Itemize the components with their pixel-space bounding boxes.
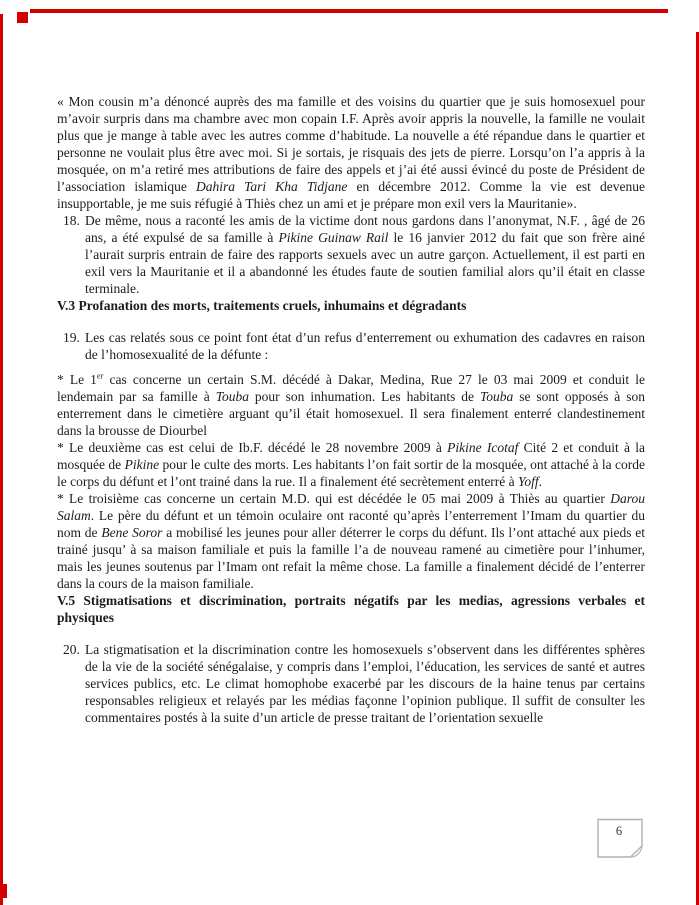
item-text: De même, nous a raconté les amis de la victime dont nous gardons dans l’anonymat, N.F. , âgé de 26 ans, a été expulsé de sa famille à Pikine Guinaw Rail le 16 janvier 2012 du fait que son frère ainé l’aurait surpris entrain de faire des rapports sexuels avec un autre garçon. Actuellement, il est parti en exil vers la Mauritanie et il a abandonné les études faute de soutien familial alors qu’il était en classe terminale. — [85, 213, 645, 296]
case-paragraph-first: * Le 1er cas concerne un certain S.M. décédé à Dakar, Medina, Rue 27 le 03 mai 2009 et conduit le lendemain par sa famille à Touba pour son inhumation. Les habitants de Touba se sont opposés à son enterrement dans le cimetière arguant qu’il était homosexuel. Il sera finalement enterré clandestinement dans la brousse de Diourbel — [57, 371, 645, 438]
scan-mark-bottom-left-square — [0, 884, 7, 898]
item-number: 18. — [63, 213, 80, 228]
page-body — [57, 93, 645, 726]
quoted-testimony-paragraph: « Mon cousin m’a dénoncé auprès des ma famille et des voisins du quartier que je suis homosexuel pour m’avoir surpris dans ma chambre avec mon copain I.F. Après avoir appris la nouvelle, la famille ne voulait plus que je mange à table avec les autres comme d’habitude. La nouvelle a été répandue dans le quartier et personne ne voulait plus être avec moi. Si je sortais, je risquais des jets de pierre. Lorsqu’on l’a appris à la mosquée, on m’a retiré mes attributions de faire des appels et j’ai été aussi évincé du poste de Président de l’association islamique Dahira Tari Kha Tidjane en décembre 2012. Comme la vie est devenue insupportable, je me suis réfugié à Thiès chez un ami et je prépare mon exil vers la Mauritanie». — [57, 94, 645, 211]
item-text: Les cas relatés sous ce point font état d’un refus d’enterrement ou exhumation des cadavres en raison de l’homosexualité de la défunte : — [85, 330, 645, 362]
numbered-item-19 — [57, 329, 645, 363]
page-number-badge — [596, 818, 646, 864]
numbered-item-18 — [57, 212, 645, 297]
case-paragraph-second: * Le deuxième cas est celui de Ib.F. décédé le 28 novembre 2009 à Pikine Icotaf Cité 2 et conduit à la mosquée de Pikine pour le culte des morts. Les habitants l’on fait sortir de la mosquée, ont attaché à la corde le corps du défunt et l’ont trainé dans la rue. Il a finalement été secrètement enterré à Yoff. — [57, 440, 645, 489]
scan-mark-top-line — [30, 9, 668, 13]
item-text: La stigmatisation et la discrimination contre les homosexuels s’observent dans les différentes sphères de la vie de la société sénégalaise, y compris dans l’emploi, l’éducation, les services de santé et autres services publics, etc. Le climat homophobe exacerbé par les discours de la haine tenus par certains responsables religieux et relayés par les médias façonne l’opinion publique. Il suffit de consulter les commentaires postés à la suite d’un article de presse traitant de l’orientation sexuelle — [85, 642, 645, 725]
section-heading-v3: V.3 Profanation des morts, traitements cruels, inhumains et dégradants — [57, 298, 467, 313]
page-number: 6 — [615, 824, 623, 838]
item-number: 19. — [63, 330, 80, 345]
item-number: 20. — [63, 642, 80, 657]
numbered-item-20 — [57, 641, 645, 726]
case-paragraph-third: * Le troisième cas concerne un certain M.D. qui est décédée le 05 mai 2009 à Thiès au quartier Darou Salam. Le père du défunt et un témoin oculaire ont raconté qu’après l’enterrement l’Imam du quartier du nom de Bene Soror a mobilisé les jeunes pour aller déterrer le corps du défunt. Ils l’ont attaché aux pieds et trainé jusqu’ à sa maison familiale et puis la famille l’a de nouveau ramené au cimetière pour l’inhumer, mais les jeunes soutenus par l’Imam ont refait la même chose. La famille a finalement décidé de l’enterrer dans la cours de la maison familiale. — [57, 491, 645, 591]
section-heading-v5: V.5 Stigmatisations et discrimination, portraits négatifs par les medias, agressions verbales et physiques — [57, 593, 645, 625]
scan-mark-left-line — [0, 14, 3, 905]
scan-mark-top-left-square — [17, 12, 28, 23]
